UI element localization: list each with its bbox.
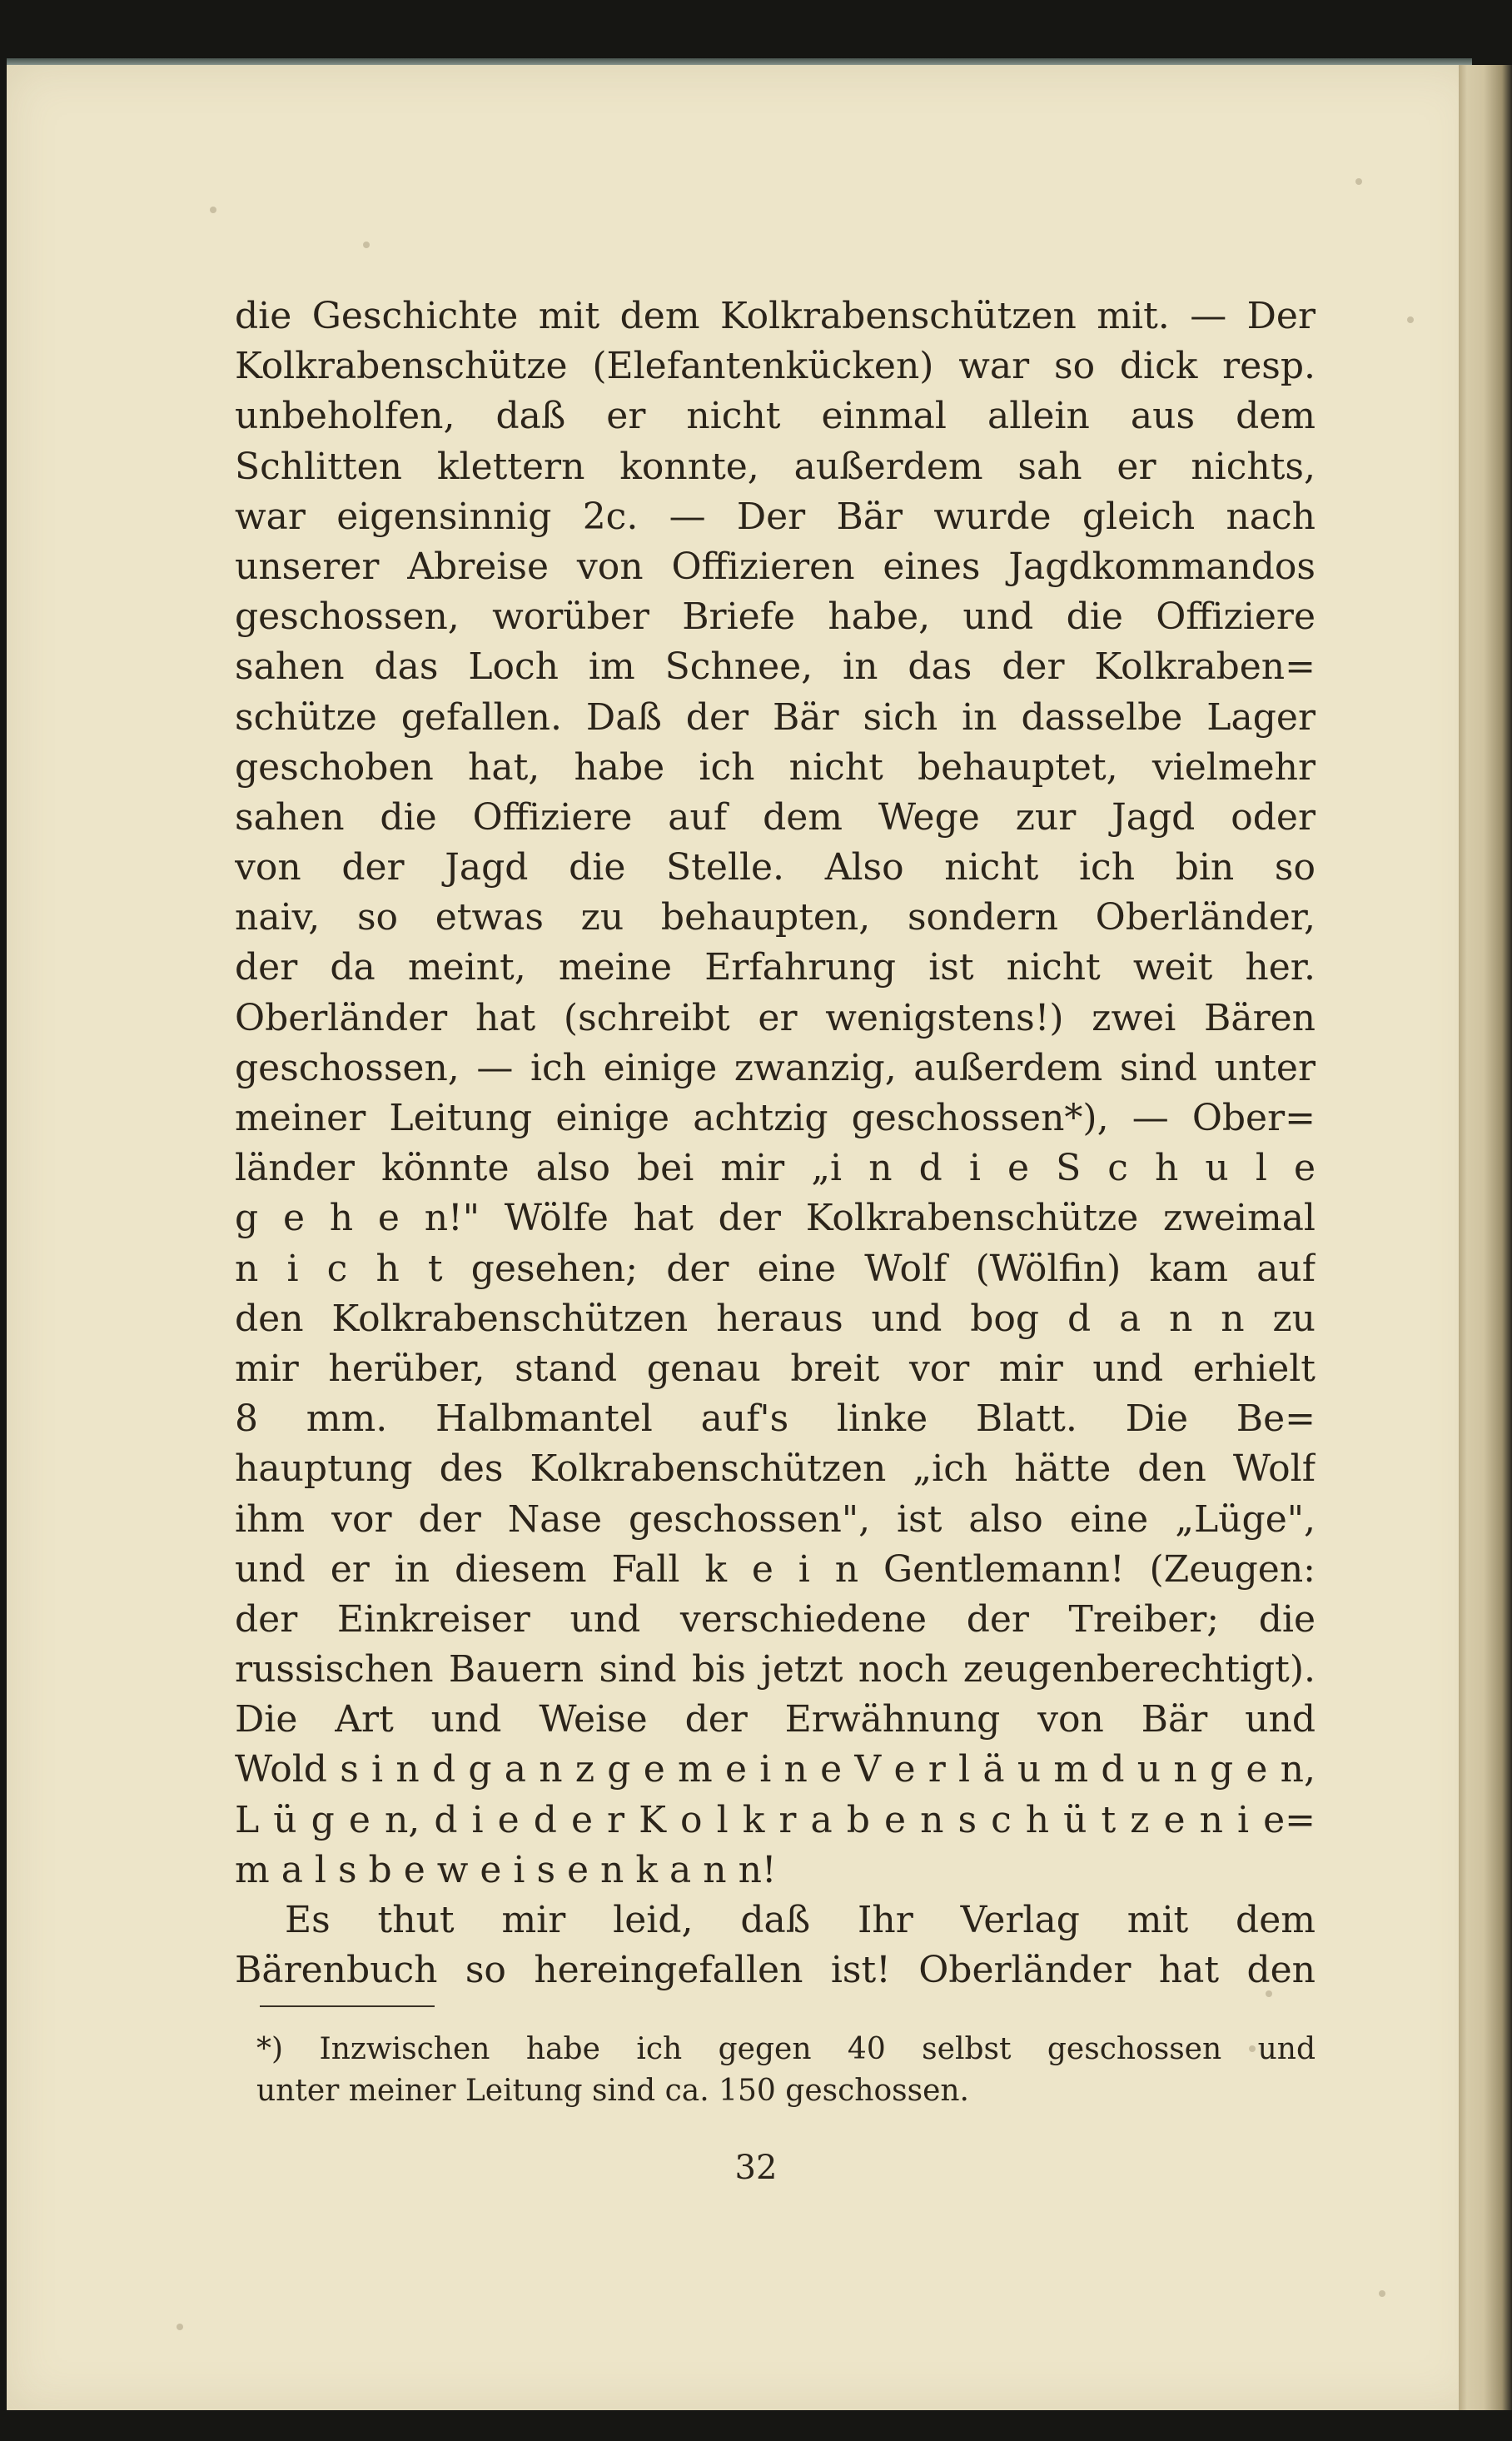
body-line: naiv, so etwas zu behaupten, sondern Oberländer,: [235, 896, 1316, 939]
page-number: 32: [734, 2149, 778, 2187]
body-line: schütze gefallen. Daß der Bär sich in dasselbe Lager: [235, 695, 1316, 739]
body-line: mir herüber, stand genau breit vor mir und erhielt: [235, 1347, 1316, 1390]
body-line: geschoben hat, habe ich nicht behauptet, vielmehr: [235, 745, 1316, 789]
paper-speck: [1379, 2290, 1385, 2297]
body-line: n i c h t gesehen; der eine Wolf (Wölfin) kam auf: [235, 1247, 1316, 1290]
footnote-line: *) Inzwischen habe ich gegen 40 selbst geschossen und: [256, 2032, 1316, 2066]
paper-speck: [210, 207, 216, 213]
paper-speck: [177, 2324, 183, 2330]
footnote-divider: [260, 2005, 435, 2007]
page-right-edge: [1459, 65, 1512, 2410]
body-line: und er in diesem Fall k e i n Gentlemann! (Zeugen:: [235, 1547, 1316, 1591]
body-line: unbeholfen, daß er nicht einmal allein aus dem: [235, 395, 1316, 438]
body-line: geschossen, — ich einige zwanzig, außerdem sind unter: [235, 1046, 1316, 1089]
body-line: sahen die Offiziere auf dem Wege zur Jagd oder: [235, 795, 1316, 839]
body-line: Kolkrabenschütze (Elefantenkücken) war so dick resp.: [235, 345, 1316, 388]
body-line: g e h e n!" Wölfe hat der Kolkrabenschütze zweimal: [235, 1197, 1316, 1240]
body-line: Oberländer hat (schreibt er wenigstens!) zwei Bären: [235, 996, 1316, 1039]
body-line: Es thut mir leid, daß Ihr Verlag mit dem: [285, 1899, 1316, 1941]
body-line: der da meint, meine Erfahrung ist nicht weit her.: [235, 946, 1316, 989]
body-line: von der Jagd die Stelle. Also nicht ich bin so: [235, 846, 1316, 889]
paper-speck: [363, 242, 370, 248]
body-text: [235, 291, 1316, 1995]
body-line: den Kolkrabenschützen heraus und bog d a n n zu: [235, 1297, 1316, 1340]
body-line: der Einkreiser und verschiedene der Treiber; die: [235, 1597, 1316, 1641]
body-line: hauptung des Kolkrabenschützen „ich hätte den Wolf: [235, 1447, 1316, 1491]
body-line: unserer Abreise von Offizieren eines Jagdkommandos: [235, 545, 1316, 588]
body-line: die Geschichte mit dem Kolkrabenschützen mit. — Der: [235, 295, 1316, 337]
paper-speck: [1355, 178, 1362, 185]
body-line: war eigensinnig 2c. — Der Bär wurde gleich nach: [235, 495, 1316, 538]
body-line: ihm vor der Nase geschossen", ist also eine „Lüge",: [235, 1497, 1316, 1541]
body-line: Wold s i n d g a n z g e m e i n e V e r l ä u m d u n g e n,: [235, 1748, 1316, 1791]
footnote-line: unter meiner Leitung sind ca. 150 geschossen.: [256, 2074, 970, 2108]
body-line: länder könnte also bei mir „i n d i e S c h u l e: [235, 1147, 1316, 1190]
footnote: [256, 2029, 1316, 2112]
body-line: russischen Bauern sind bis jetzt noch zeugenberechtigt).: [235, 1648, 1316, 1691]
body-line: m a l s b e w e i s e n k a n n!: [235, 1848, 777, 1891]
body-line: sahen das Loch im Schnee, in das der Kolkraben=: [235, 645, 1316, 689]
body-line: meiner Leitung einige achtzig geschossen*), — Ober=: [235, 1097, 1316, 1139]
body-line: 8 mm. Halbmantel auf's linke Blatt. Die Be=: [235, 1397, 1316, 1441]
body-line: L ü g e n, d i e d e r K o l k r a b e n s c h ü t z e n i e=: [235, 1798, 1316, 1841]
body-line: Schlitten klettern konnte, außerdem sah er nichts,: [235, 445, 1316, 488]
paper-speck: [1407, 316, 1414, 323]
body-line: geschossen, worüber Briefe habe, und die Offiziere: [235, 595, 1316, 639]
body-line: Bärenbuch so hereingefallen ist! Oberländer hat den: [235, 1949, 1316, 1992]
body-line: Die Art und Weise der Erwähnung von Bär und: [235, 1698, 1316, 1741]
